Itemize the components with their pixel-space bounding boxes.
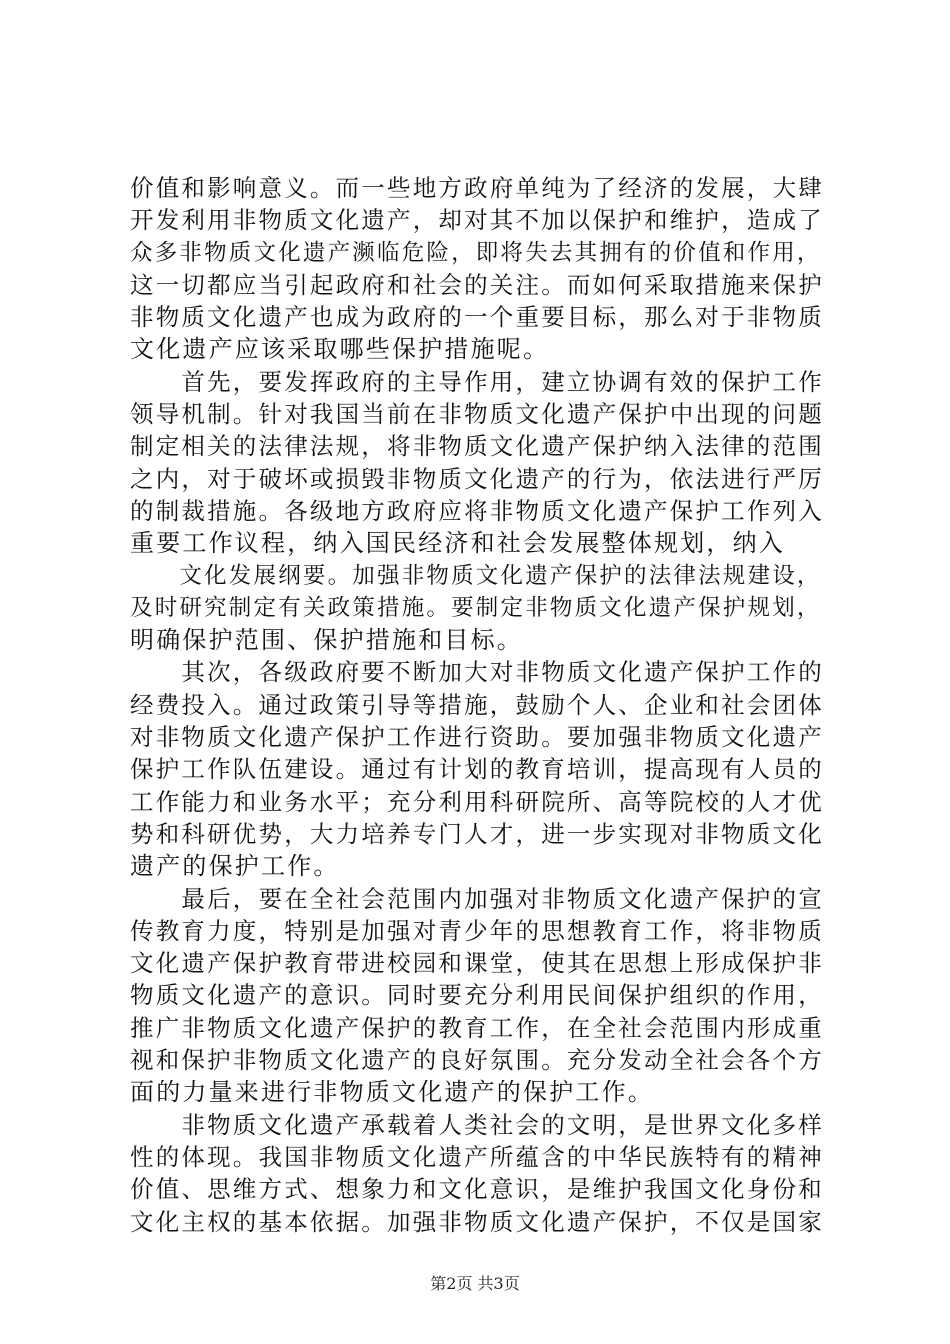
text-line: 文化遗产应该采取哪些保护措施呢。 xyxy=(130,335,550,364)
text-line: 首先，要发挥政府的主导作用，建立协调有效的保护工作 xyxy=(130,367,824,396)
text-line: 文化主权的基本依据。加强非物质文化遗产保护，不仅是国家 xyxy=(130,1207,824,1236)
text-line: 遗产的保护工作。 xyxy=(130,852,340,881)
text-line: 之内，对于破坏或损毁非物质文化遗产的行为，依法进行严厉 xyxy=(130,464,824,493)
text-line: 价值、思维方式、想象力和文化意识，是维护我国文化身份和 xyxy=(130,1175,824,1204)
text-line: 的制裁措施。各级地方政府应将非物质文化遗产保护工作列入 xyxy=(130,496,824,525)
text-line: 传教育力度，特别是加强对青少年的思想教育工作，将非物质 xyxy=(130,916,824,945)
text-line: 非物质文化遗产也成为政府的一个重要目标，那么对于非物质 xyxy=(130,303,824,332)
text-line: 文化发展纲要。加强非物质文化遗产保护的法律法规建设， xyxy=(130,562,822,589)
text-line: 其次，各级政府要不断加大对非物质文化遗产保护工作的 xyxy=(130,658,824,687)
text-line: 保护工作队伍建设。通过有计划的教育培训，提高现有人员的 xyxy=(130,755,824,784)
text-line: 明确保护范围、保护措施和目标。 xyxy=(130,626,523,655)
text-line: 经费投入。通过政策引导等措施，鼓励个人、企业和社会团体 xyxy=(130,690,824,719)
body-text xyxy=(130,172,830,1238)
text-line: 势和科研优势，大力培养专门人才，进一步实现对非物质文化 xyxy=(130,819,824,848)
text-line: 领导机制。针对我国当前在非物质文化遗产保护中出现的问题 xyxy=(130,400,824,429)
text-line: 开发利用非物质文化遗产，却对其不加以保护和维护，造成了 xyxy=(130,206,824,235)
text-line: 推广非物质文化遗产保护的教育工作，在全社会范围内形成重 xyxy=(130,1013,824,1042)
text-line: 面的力量来进行非物质文化遗产的保护工作。 xyxy=(130,1078,654,1107)
page-number-footer: 第2页 共3页 xyxy=(430,1274,520,1293)
text-line: 重要工作议程，纳入国民经济和社会发展整体规划，纳入 xyxy=(130,529,785,558)
text-line: 价值和影响意义。而一些地方政府单纯为了经济的发展，大肆 xyxy=(130,174,824,202)
text-line: 这一切都应当引起政府和社会的关注。而如何采取措施来保护 xyxy=(130,270,824,299)
text-line: 非物质文化遗产承载着人类社会的文明，是世界文化多样 xyxy=(130,1110,824,1139)
text-line: 视和保护非物质文化遗产的良好氛围。充分发动全社会各个方 xyxy=(130,1046,824,1075)
text-line: 物质文化遗产的意识。同时要充分利用民间保护组织的作用， xyxy=(130,981,824,1010)
text-line: 对非物质文化遗产保护工作进行资助。要加强非物质文化遗产 xyxy=(130,723,824,752)
text-line: 工作能力和业务水平；充分利用科研院所、高等院校的人才优 xyxy=(130,787,824,816)
text-line: 性的体现。我国非物质文化遗产所蕴含的中华民族特有的精神 xyxy=(130,1142,824,1171)
text-line: 及时研究制定有关政策措施。要制定非物质文化遗产保护规划， xyxy=(130,594,822,621)
text-line: 众多非物质文化遗产濒临危险，即将失去其拥有的价值和作用， xyxy=(130,239,822,266)
text-line: 制定相关的法律法规，将非物质文化遗产保护纳入法律的范围 xyxy=(130,432,824,461)
text-line: 文化遗产保护教育带进校园和课堂，使其在思想上形成保护非 xyxy=(130,949,824,978)
text-line: 最后，要在全社会范围内加强对非物质文化遗产保护的宣 xyxy=(130,884,824,913)
